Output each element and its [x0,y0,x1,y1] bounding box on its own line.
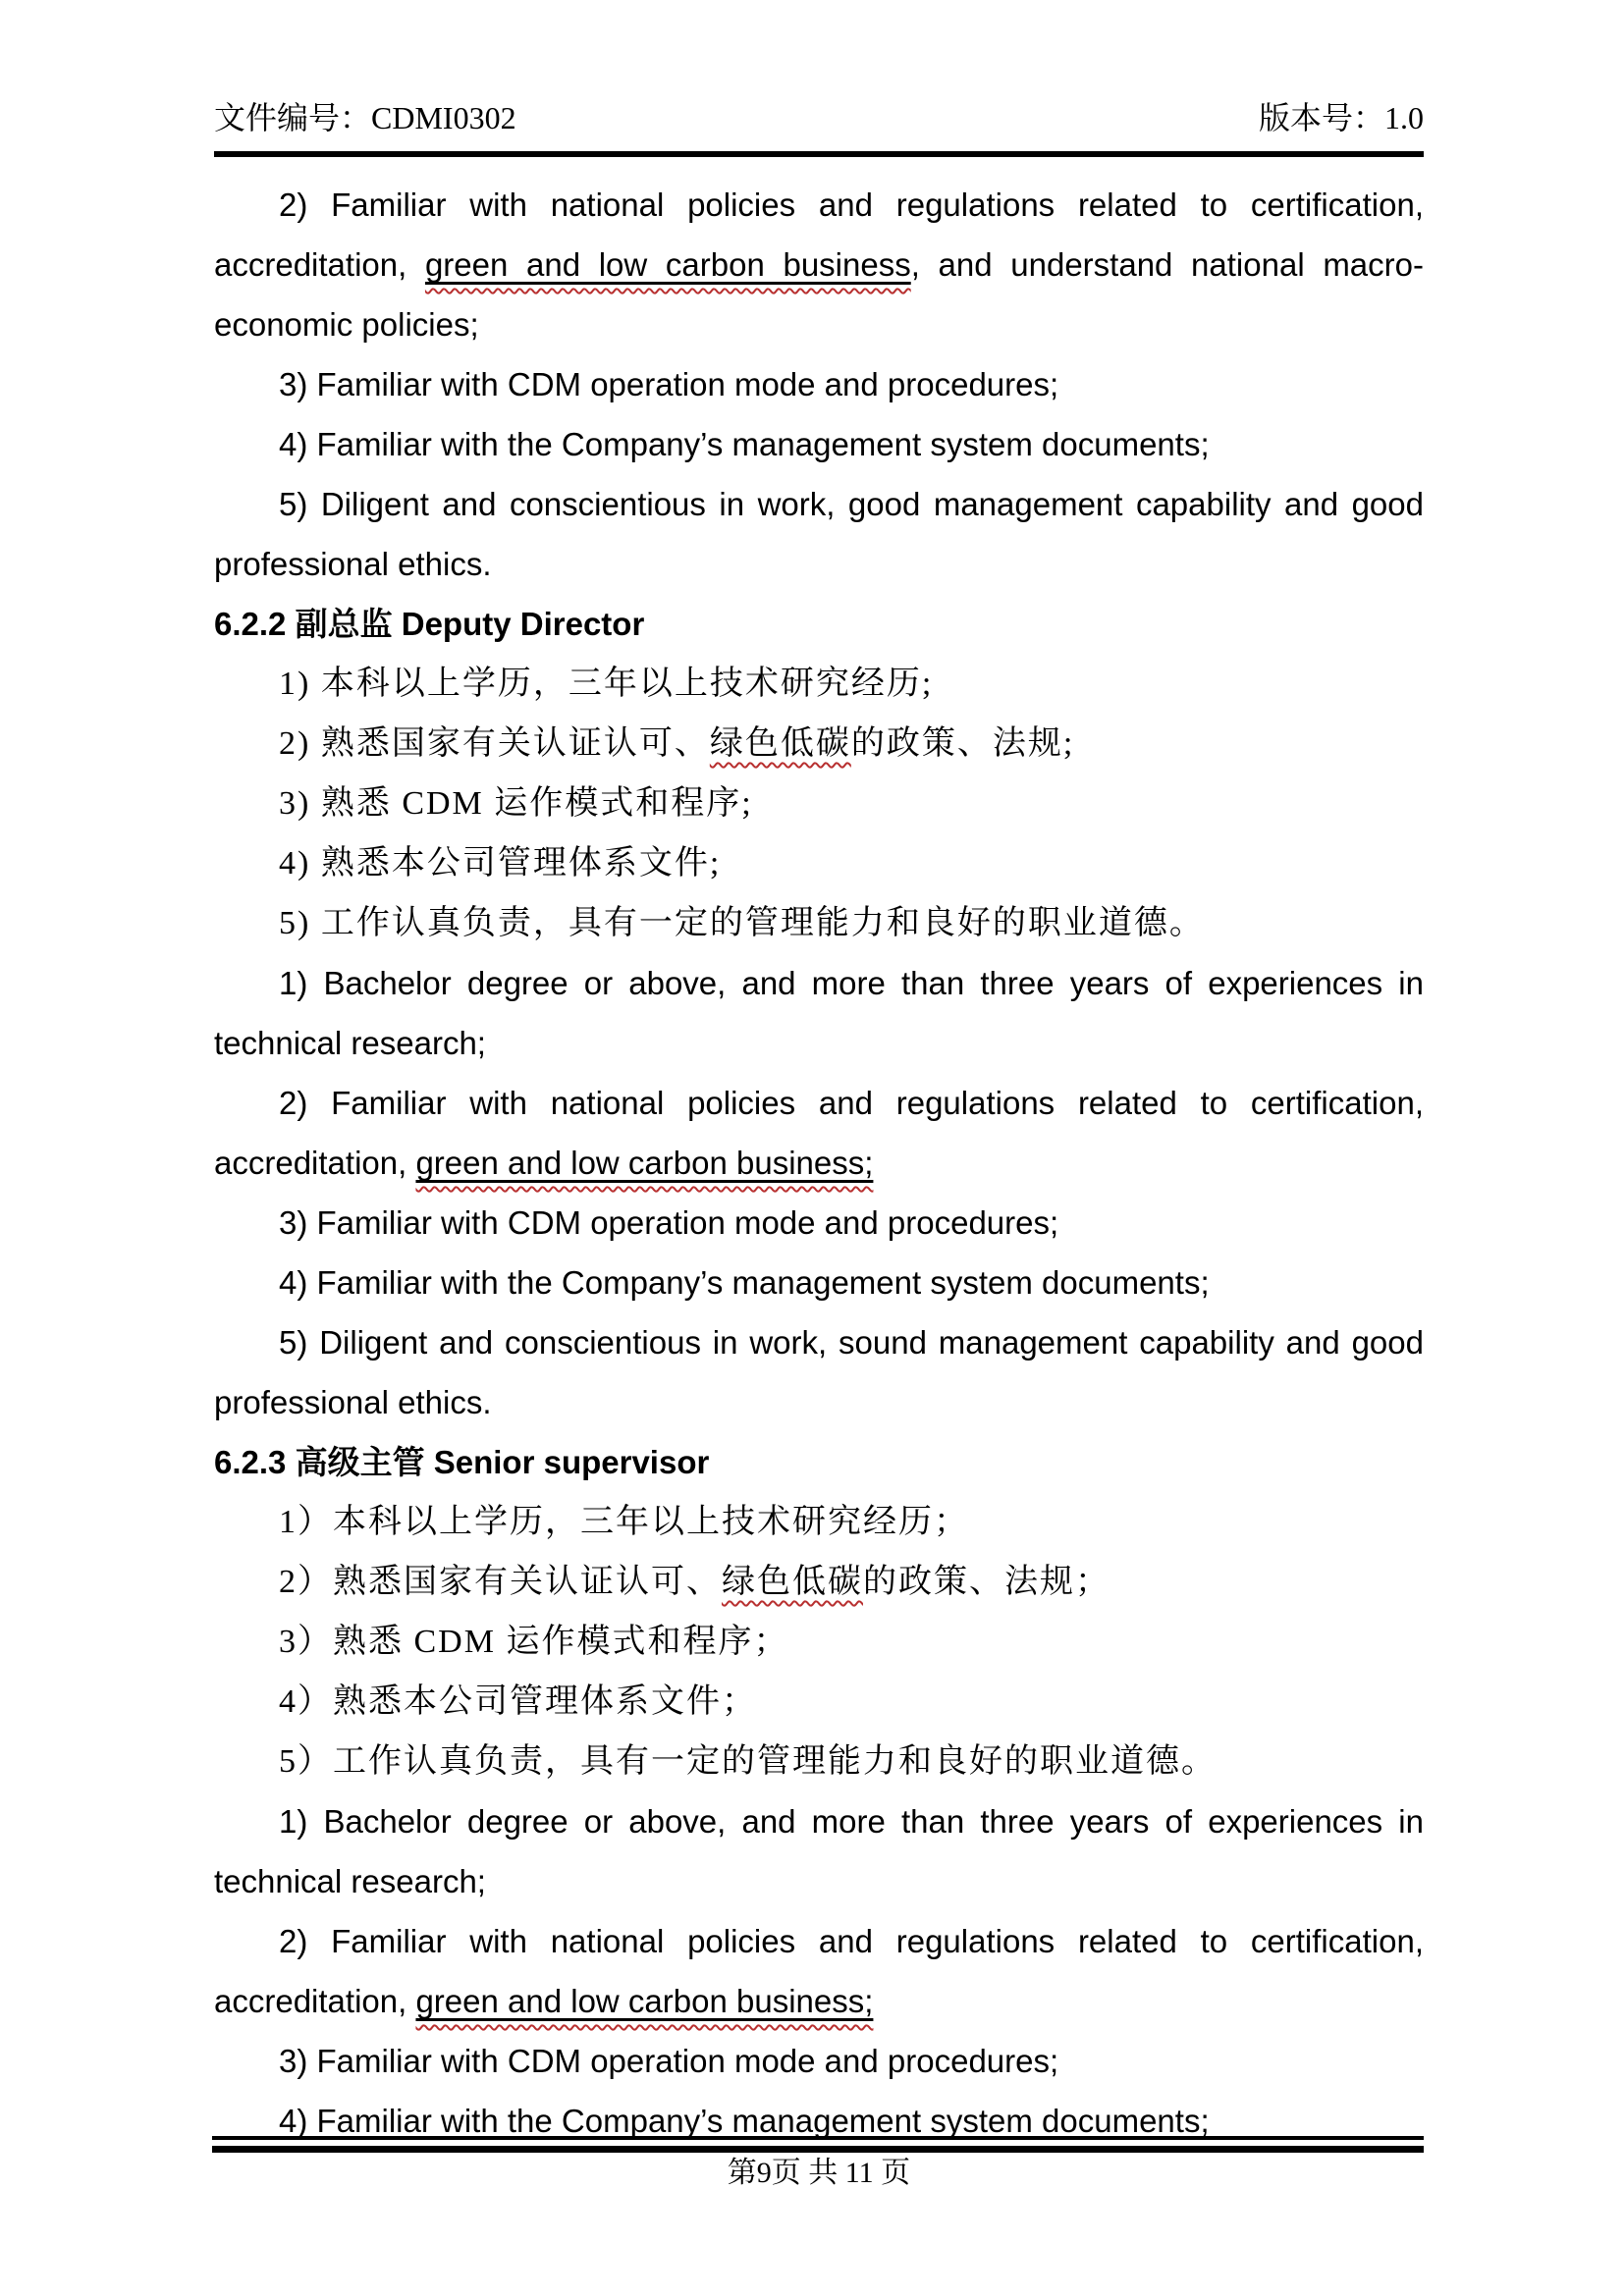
paragraph [214,833,1424,893]
paragraph [214,474,1424,594]
paragraph [214,1672,1424,1732]
footer-rule [212,2136,1424,2153]
spellcheck-squiggle: 绿色低碳 [709,725,851,762]
text-segment: 的政策、法规; [850,725,1075,762]
spellcheck-squiggle: 绿色低碳 [722,1564,863,1600]
text-segment: 4) Familiar with the Company’s management system documents; [279,2103,1210,2139]
text-segment: 1）本科以上学历，三年以上技术研究经历； [279,1504,969,1540]
text-segment: 2) Familiar with national policies and regulations related to certification, accreditation, [214,1085,1424,1181]
paragraph [214,714,1424,774]
text-segment: 4) Familiar with the Company’s management system documents; [279,1264,1210,1301]
paragraph [214,774,1424,833]
text-segment: 1) Bachelor degree or above, and more than three years of experiences in technical research; [214,965,1424,1061]
doc-number: 文件编号：CDMI0302 [214,100,516,135]
spellcheck-squiggle: green and low carbon business [424,246,911,283]
version-number: 版本号：1.0 [1258,100,1424,135]
text-segment: , and understand national macro-economic policies; [214,246,1424,343]
paragraph [214,893,1424,953]
spellcheck-phrase [710,725,851,762]
footer-rule-thin [212,2136,1424,2140]
text-segment: 4) 熟悉本公司管理体系文件; [279,845,722,881]
underlined-phrase [415,1983,873,2019]
paragraph [214,2031,1424,2091]
text-segment: 3) Familiar with CDM operation mode and procedures; [279,366,1059,402]
text-segment: 6.2.2 副总监 Deputy Director [214,606,645,642]
text-segment: 5) 工作认真负责，具有一定的管理能力和良好的职业道德。 [279,905,1205,941]
text-segment: 2) Familiar with national policies and regulations related to certification, accreditation, [214,1923,1424,2019]
section-heading [214,594,1424,654]
text-segment: 5) Diligent and conscientious in work, good management capability and good professional ethics. [214,486,1424,582]
text-segment: 4）熟悉本公司管理体系文件； [279,1683,757,1720]
page-header [214,0,1424,157]
text-segment: 4) Familiar with the Company’s management system documents; [279,426,1210,462]
footer-rule-thick [212,2146,1424,2153]
paragraph [214,1492,1424,1552]
paragraph [214,1732,1424,1791]
paragraph [214,654,1424,714]
document-body [214,175,1424,2151]
text-segment: 3) 熟悉 CDM 运作模式和程序; [279,785,753,822]
text-segment: 6.2.3 高级主管 Senior supervisor [214,1444,710,1480]
underlined-phrase [415,1145,873,1181]
paragraph [214,354,1424,414]
text-segment: 3）熟悉 CDM 运作模式和程序； [279,1624,789,1660]
text-segment: 1) Bachelor degree or above, and more than three years of experiences in technical research; [214,1803,1424,1899]
text-segment: 5）工作认真负责，具有一定的管理能力和良好的职业道德。 [279,1743,1217,1780]
spellcheck-squiggle: green and low carbon business; [415,1983,874,2019]
paragraph [214,953,1424,1073]
paragraph [214,1193,1424,1253]
page-number: 第9页 共 11 页 [727,2157,911,2189]
text-segment: 1) 本科以上学历，三年以上技术研究经历; [279,666,934,702]
spellcheck-phrase [722,1564,863,1600]
section-heading [214,1432,1424,1492]
paragraph [214,1612,1424,1672]
text-segment: 的政策、法规； [863,1564,1110,1600]
paragraph [214,1073,1424,1193]
paragraph [214,1552,1424,1612]
paragraph [214,1791,1424,1911]
text-segment: 2) Familiar with national policies and regulations related to certification, accreditation, [214,187,1424,283]
spellcheck-squiggle: green and low carbon business; [415,1145,874,1181]
paragraph [214,1312,1424,1432]
text-segment: 3) Familiar with CDM operation mode and procedures; [279,2043,1059,2079]
paragraph [214,175,1424,354]
text-segment: 2) 熟悉国家有关认证认可、 [279,725,710,762]
paragraph [214,414,1424,474]
text-segment: 5) Diligent and conscientious in work, sound management capability and good professional ethics. [214,1324,1424,1420]
underlined-phrase [425,246,911,283]
paragraph [214,1911,1424,2031]
text-segment: 2）熟悉国家有关认证认可、 [279,1564,722,1600]
text-segment: 3) Familiar with CDM operation mode and procedures; [279,1204,1059,1241]
paragraph [214,1253,1424,1312]
